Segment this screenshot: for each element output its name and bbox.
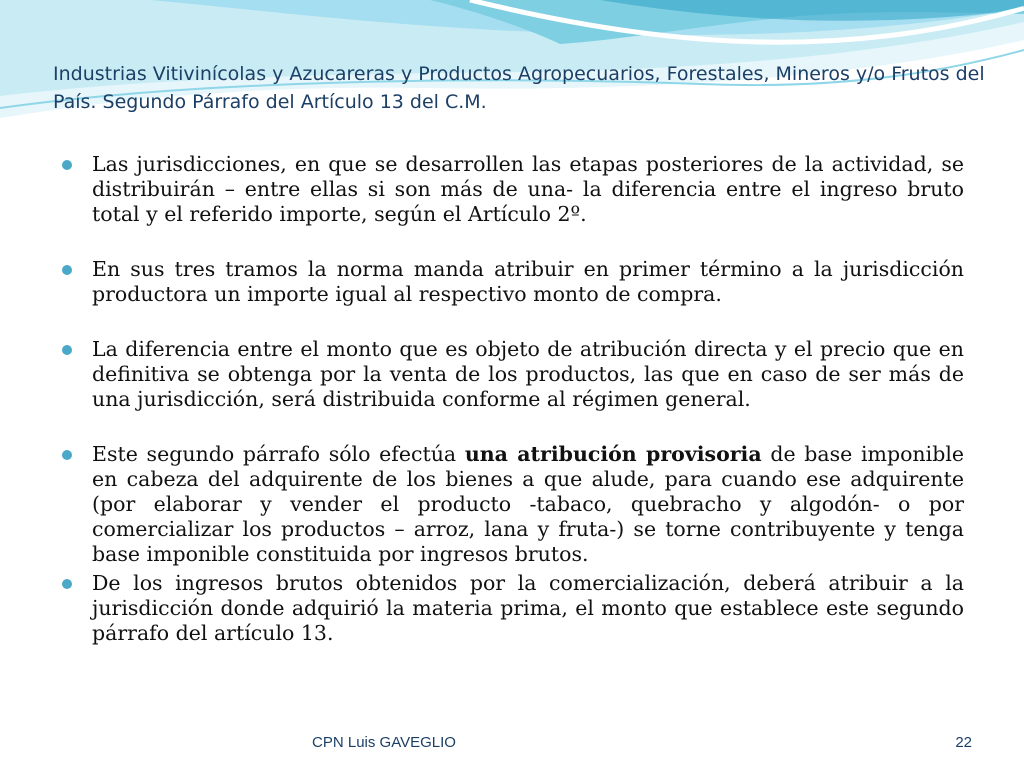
bullet-item bbox=[60, 442, 964, 567]
bullet-text: Las jurisdicciones, en que se desarrollen las etapas posteriores de la actividad, se distribuirán – entre ellas si son más de una- la diferencia entre el ingreso bruto total y el referido importe, según el Artículo 2º. bbox=[92, 152, 964, 226]
bullet-item bbox=[60, 257, 964, 307]
bullet-icon bbox=[62, 265, 72, 275]
bullet-text-emphasis: una atribución provisoria bbox=[464, 442, 762, 466]
bullet-item bbox=[60, 337, 964, 412]
page-number: 22 bbox=[955, 734, 972, 751]
bullet-text: La diferencia entre el monto que es objeto de atribución directa y el precio que en definitiva se obtenga por la venta de los productos, las que en caso de ser más de una jurisdicción, será distribuida conforme al régimen general. bbox=[92, 337, 964, 411]
footer-author: CPN Luis GAVEGLIO bbox=[312, 734, 456, 751]
bullet-item bbox=[60, 152, 964, 227]
bullet-icon bbox=[62, 345, 72, 355]
bullet-icon bbox=[62, 450, 72, 460]
bullet-text-before: Este segundo párrafo sólo efectúa bbox=[92, 442, 465, 466]
slide-title: Industrias Vitivinícolas y Azucareras y Productos Agropecuarios, Forestales, Mineros y/o Frutos del País. Segundo Párrafo del Artículo 13 del C.M. bbox=[53, 63, 985, 113]
bullet-item bbox=[60, 571, 964, 646]
bullet-icon bbox=[62, 579, 72, 589]
bullet-icon bbox=[62, 160, 72, 170]
bullet-list bbox=[60, 152, 964, 646]
bullet-text: En sus tres tramos la norma manda atribuir en primer término a la jurisdicción productora un importe igual al respectivo monto de compra. bbox=[92, 257, 964, 306]
bullet-text-after: de base imponible en cabeza del adquirente de los bienes a que alude, para cuando ese adquirente (por elaborar y vender el producto -tabaco, quebracho y algodón- o por comercializar los productos – arroz, lana y fruta-) se torne contribuyente y tenga base imponible constituida por ingresos brutos. bbox=[92, 442, 965, 566]
bullet-text: De los ingresos brutos obtenidos por la comercialización, deberá atribuir a la jurisdicción donde adquirió la materia prima, el monto que establece este segundo párrafo del artículo 13. bbox=[92, 571, 964, 645]
